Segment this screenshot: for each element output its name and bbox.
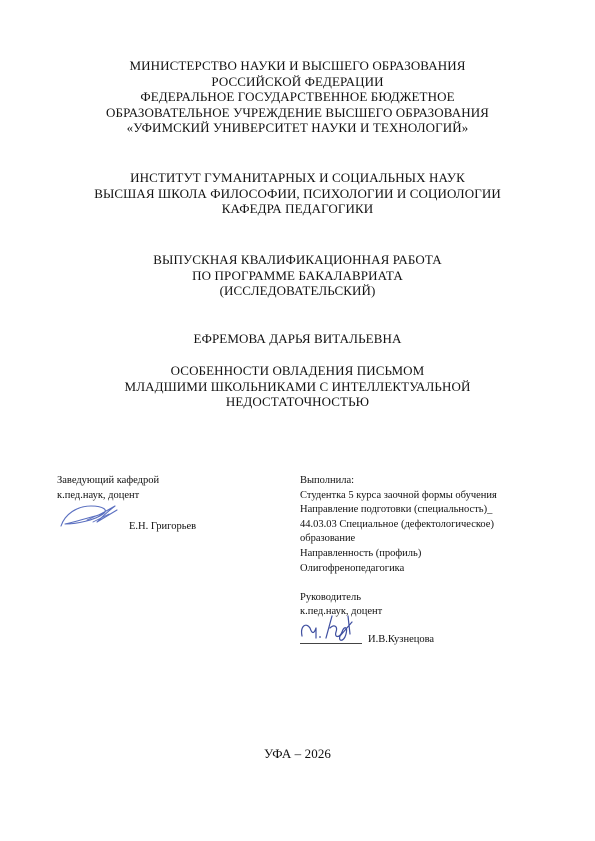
author-name-text: ЕФРЕМОВА ДАРЬЯ ВИТАЛЬЕВНА (193, 331, 402, 346)
organization-line: ОБРАЗОВАТЕЛЬНОЕ УЧРЕЖДЕНИЕ ВЫСШЕГО ОБРАЗОВАНИЯ (106, 104, 489, 120)
city-year-text: УФА – 2026 (263, 746, 332, 761)
handwritten-signature-icon (57, 500, 127, 534)
institute-block (0, 170, 595, 217)
thesis-title (0, 363, 595, 410)
institute-line: КАФЕДРА ПЕДАГОГИКИ (221, 201, 374, 217)
student-info-line: Олигофренопедагогика (300, 562, 405, 574)
organization-header (0, 58, 595, 136)
supervisor-name: И.В.Кузнецова (368, 634, 435, 645)
city-year (0, 746, 595, 762)
work-type-line: (ИССЛЕДОВАТЕЛЬСКИЙ) (219, 283, 376, 299)
head-degree: к.пед.наук, доцент (57, 489, 140, 501)
author-name (0, 331, 595, 347)
work-type-block (0, 252, 595, 299)
organization-line: МИНИСТЕРСТВО НАУКИ И ВЫСШЕГО ОБРАЗОВАНИЯ (129, 58, 466, 73)
work-type-line: ВЫПУСКНАЯ КВАЛИФИКАЦИОННАЯ РАБОТА (153, 252, 442, 267)
student-info-line: образование (300, 533, 356, 545)
head-name: Е.Н. Григорьев (129, 521, 197, 532)
organization-line: ФЕДЕРАЛЬНОЕ ГОСУДАРСТВЕННОЕ БЮДЖЕТНОЕ (140, 89, 455, 105)
student-info-line: 44.03.03 Специальное (дефектологическое) (300, 518, 494, 530)
supervisor-title: Руководитель (300, 591, 361, 603)
handwritten-signature-icon (296, 612, 366, 646)
spacer-line (300, 576, 560, 591)
work-type-line: ПО ПРОГРАММЕ БАКАЛАВРИАТА (192, 267, 403, 283)
organization-line: «УФИМСКИЙ УНИВЕРСИТЕТ НАУКИ И ТЕХНОЛОГИЙ» (126, 120, 469, 136)
head-of-department-block (57, 474, 277, 503)
thesis-title-line: МЛАДШИМИ ШКОЛЬНИКАМИ С ИНТЕЛЛЕКТУАЛЬНОЙ (124, 378, 471, 394)
thesis-title-line: ОСОБЕННОСТИ ОВЛАДЕНИЯ ПИСЬМОМ (170, 363, 425, 378)
student-info-line: Студентка 5 курса заочной формы обучения (300, 489, 497, 501)
signature-line (300, 643, 362, 644)
student-label: Выполнила: (300, 475, 355, 486)
head-title: Заведующий кафедрой (57, 475, 160, 486)
thesis-title-line: НЕДОСТАТОЧНОСТЬЮ (225, 394, 370, 410)
student-info-line: Направленность (профиль) (300, 547, 422, 559)
institute-line: ИНСТИТУТ ГУМАНИТАРНЫХ И СОЦИАЛЬНЫХ НАУК (130, 170, 465, 185)
supervisor-degree: к.пед.наук, доцент (300, 606, 383, 618)
organization-line: РОССИЙСКОЙ ФЕДЕРАЦИИ (211, 73, 384, 89)
student-info-block (300, 474, 560, 620)
institute-line: ВЫСШАЯ ШКОЛА ФИЛОСОФИИ, ПСИХОЛОГИИ И СОЦИОЛОГИИ (94, 185, 501, 201)
student-info-line: Направление подготовки (специальность)_ (300, 504, 493, 516)
